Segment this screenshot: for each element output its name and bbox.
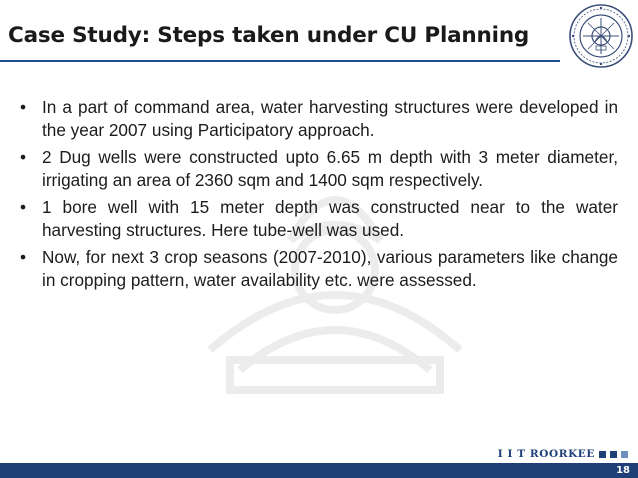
page-number: 18 xyxy=(616,465,630,476)
bullet-item xyxy=(20,96,618,141)
bullet-item xyxy=(20,196,618,241)
bullet-text: 1 bore well with 15 meter depth was constructed near to the water harvesting structures. Here tube-well was used. xyxy=(42,197,618,240)
bullet-marker: • xyxy=(20,97,27,117)
brand-square-icon xyxy=(610,451,617,458)
iit-roorkee-seal-icon xyxy=(567,2,635,70)
bullet-marker: • xyxy=(20,197,27,217)
bullet-item xyxy=(20,146,618,191)
bullet-text: Now, for next 3 crop seasons (2007-2010), various parameters like change in cropping pattern, water availability etc. were assessed. xyxy=(42,247,618,290)
bullet-item xyxy=(20,246,618,291)
brand-square-icon xyxy=(621,451,628,458)
bullet-text: In a part of command area, water harvesting structures were developed in the year 2007 using Participatory approach. xyxy=(42,97,618,140)
slide-title: Case Study: Steps taken under CU Planning xyxy=(8,23,530,48)
brand-square-icon xyxy=(599,451,606,458)
bullet-marker: • xyxy=(20,247,27,267)
bullet-list xyxy=(20,96,618,296)
footer-bar xyxy=(0,463,638,478)
title-underline xyxy=(0,60,560,62)
footer-brand xyxy=(498,447,628,461)
brand-name: I I T ROORKEE xyxy=(497,448,595,460)
bullet-text: 2 Dug wells were constructed upto 6.65 m depth with 3 meter diameter, irrigating an area of 2360 sqm and 1400 sqm respectively. xyxy=(42,147,618,190)
bullet-marker: • xyxy=(20,147,27,167)
